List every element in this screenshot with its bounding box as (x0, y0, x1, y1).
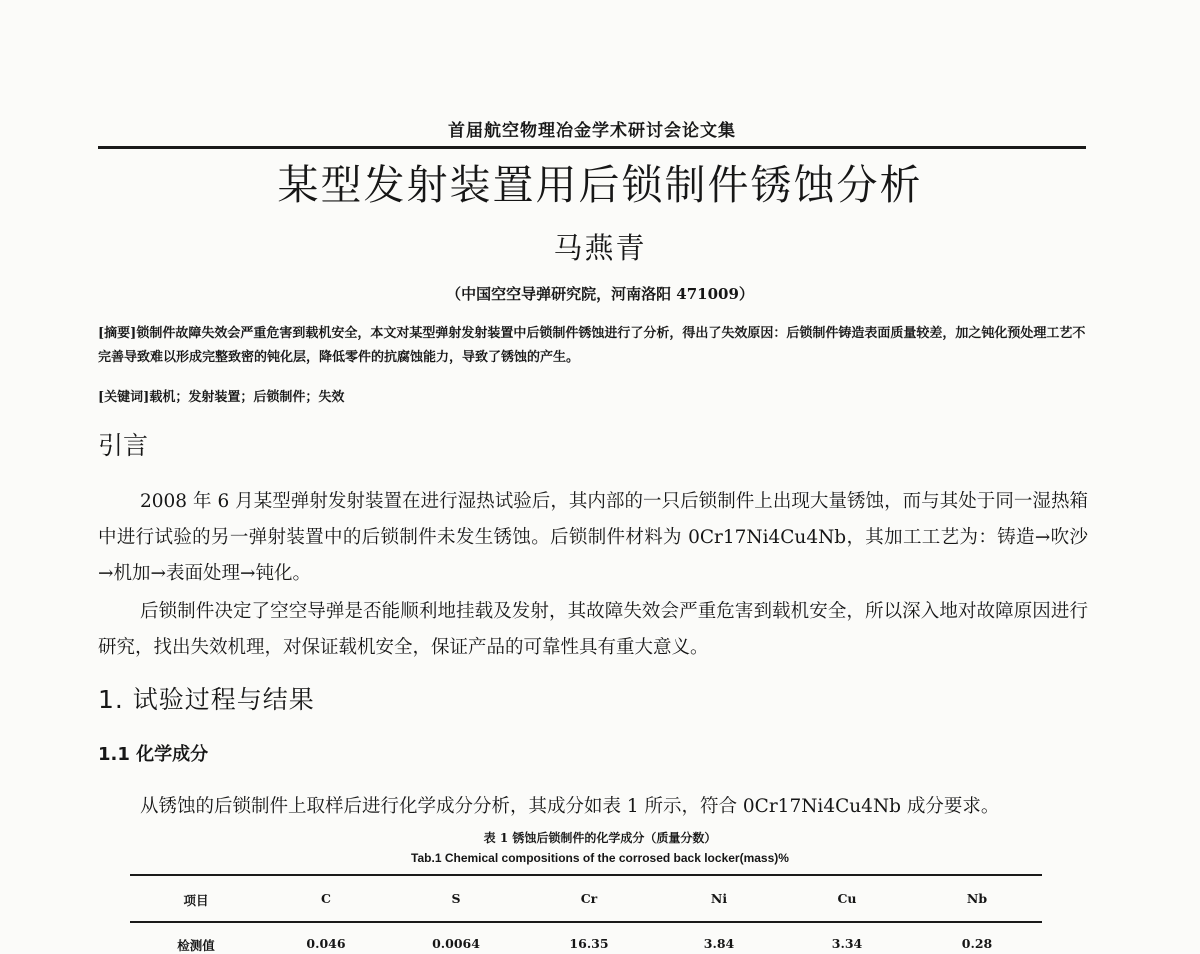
table-caption-cn: 表 1 锈蚀后锁制件的化学成分（质量分数） (483, 831, 717, 845)
keywords (98, 386, 1088, 405)
header-rule (98, 146, 1086, 149)
intro-heading: 引言 (98, 431, 149, 460)
section-1-heading: 1. 试验过程与结果 (98, 685, 315, 714)
author-name: 马燕青 (553, 231, 647, 265)
table-header-cell: Ni (710, 891, 728, 906)
table-header-rule (130, 921, 1042, 923)
table-caption-en: Tab.1 Chemical compositions of the corrosed back locker(mass)% (411, 851, 789, 865)
table-cell: 0.0064 (432, 936, 480, 951)
keywords-text: 载机；发射装置；后锁制件；失效 (149, 390, 345, 405)
table-cell: 0.28 (961, 936, 993, 951)
table-header-cell: Cr (580, 891, 598, 906)
section-1-1-heading: 1.1 化学成分 (98, 744, 209, 765)
abstract (98, 322, 1088, 370)
table-cell: 16.35 (569, 936, 609, 951)
table-header-cell: C (321, 891, 331, 906)
table-header-cell: Nb (966, 891, 988, 906)
table-cell: 3.84 (703, 936, 735, 951)
table-header-cell: S (451, 891, 461, 906)
table-header-cell: Cu (837, 891, 857, 906)
keywords-label: [关键词] (98, 390, 150, 405)
paper-title: 某型发射装置用后锁制件锈蚀分析 (277, 161, 923, 209)
abstract-label: [摘要] (98, 326, 137, 341)
table-cell: 检测值 (177, 938, 215, 953)
table-top-rule (130, 874, 1042, 876)
section-1-1-paragraph: 从锈蚀的后锁制件上取样后进行化学成分分析，其成分如表 1 所示，符合 0Cr17Ni4Cu4Nb 成分要求。 (140, 796, 1000, 817)
proceedings-header: 首届航空物理冶金学术研讨会论文集 (448, 121, 736, 141)
intro-paragraph-1: 2008 年 6 月某型弹射发射装置在进行湿热试验后，其内部的一只后锁制件上出现大量锈蚀，而与其处于同一湿热箱中进行试验的另一弹射装置中的后锁制件未发生锈蚀。后锁制件材料为 0Cr17Ni4Cu4Nb，其加工工艺为：铸造→吹沙→机加→表面处理→钝化。 (98, 491, 1088, 584)
table-cell: 3.34 (831, 936, 863, 951)
affiliation: （中国空空导弹研究院，河南洛阳 471009） (446, 285, 754, 303)
abstract-text: 锁制件故障失效会严重危害到载机安全，本文对某型弹射发射装置中后锁制件锈蚀进行了分析，得出了失效原因：后锁制件铸造表面质量较差，加之钝化预处理工艺不完善导致难以形成完整致密的钝化层，降低零件的抗腐蚀能力，导致了锈蚀的产生。 (98, 326, 1086, 365)
intro-paragraph-2: 后锁制件决定了空空导弹是否能顺利地挂载及发射，其故障失效会严重危害到载机安全，所以深入地对故障原因进行研究，找出失效机理，对保证载机安全，保证产品的可靠性具有重大意义。 (98, 601, 1088, 658)
table-cell: 0.046 (306, 936, 346, 951)
table-header-cell: 项目 (183, 893, 209, 908)
